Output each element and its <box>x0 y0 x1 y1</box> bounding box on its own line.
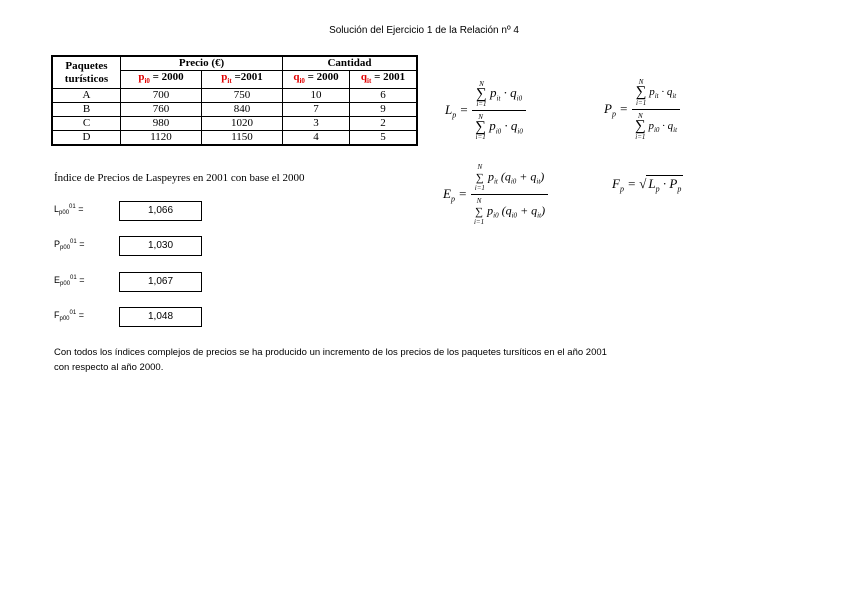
data-table <box>51 55 418 146</box>
index-label-l: $L_{p00}^{01}$ = <box>54 204 84 216</box>
table-cell: 10 <box>283 89 350 103</box>
table-subheader-p-i0: $p_{i0} = 2000$ <box>121 71 202 89</box>
table-cell: 9 <box>350 103 418 117</box>
table-cell: B <box>52 103 121 117</box>
index-value-e: 1,067 <box>119 272 202 292</box>
table-cell: 2 <box>350 117 418 131</box>
table-row <box>52 89 417 103</box>
page-title: Solución del Ejercicio 1 de la Relación nº 4 <box>329 25 519 36</box>
table-cell: 7 <box>283 103 350 117</box>
table-row <box>52 131 417 146</box>
table-cell: 4 <box>283 131 350 146</box>
table-cell: 750 <box>202 89 283 103</box>
index-label-p: $P_{p00}^{01}$ = <box>54 239 85 251</box>
index-label-e: $E_{p00}^{01}$ = <box>54 275 85 287</box>
formula-fisher: $F_p$ = √ $L_p \cdot P_p$ <box>612 176 682 194</box>
table-subheader-q-i0: $q_{i0} = 2000$ <box>283 71 350 89</box>
table-subheader-q-it: $q_{it} = 2001$ <box>350 71 418 89</box>
table-header-cantidad: Cantidad <box>283 56 418 71</box>
conclusion-text <box>54 345 754 375</box>
table-cell: 700 <box>121 89 202 103</box>
formula-laspeyres: $L_p$ = N ∑ i=1 $p_{it} \cdot q_{i0}$ N ∑ i=1 $p_{i0} \cdot q_{i0}$ <box>445 80 526 141</box>
table-header-paquetes: Paquetes turísticos <box>52 56 121 89</box>
index-value-p: 1,030 <box>119 236 202 256</box>
formula-paasche: $P_p$ = N ∑ i=1 $p_{it} \cdot q_{it}$ N ∑ i=1 $p_{i0} \cdot q_{it}$ <box>604 78 680 141</box>
index-value-l: 1,066 <box>119 201 202 221</box>
table-header-precio: Precio (€) <box>121 56 283 71</box>
conclusion-line: Con todos los índices complejos de precios se ha producido un incremento de los precios de los paquetes tursíticos en el año 2001 <box>54 347 607 358</box>
section-subtitle: Índice de Precios de Laspeyres en 2001 con base el 2000 <box>54 172 305 184</box>
table-row <box>52 117 417 131</box>
table-cell: 1120 <box>121 131 202 146</box>
table-cell: A <box>52 89 121 103</box>
table-cell: 760 <box>121 103 202 117</box>
table-cell: 3 <box>283 117 350 131</box>
index-label-f: $F_{p00}^{01}$ = <box>54 310 84 322</box>
table-cell: 840 <box>202 103 283 117</box>
table-cell: C <box>52 117 121 131</box>
table-cell: 1150 <box>202 131 283 146</box>
table-cell: 5 <box>350 131 418 146</box>
table-cell: 980 <box>121 117 202 131</box>
table-row <box>52 103 417 117</box>
formula-edgeworth: $E_p$ = N ∑ i=1 $p_{it}$ $(q_{i0} + q_{it})$ N ∑ i=1 $p_{i0}$ $(q_{i0} + q_{it})$ <box>443 163 548 226</box>
table-cell: D <box>52 131 121 146</box>
table-subheader-p-it: $p_{it} =2001$ <box>202 71 283 89</box>
table-cell: 6 <box>350 89 418 103</box>
table-cell: 1020 <box>202 117 283 131</box>
index-value-f: 1,048 <box>119 307 202 327</box>
conclusion-line: con respecto al año 2000. <box>54 362 164 373</box>
